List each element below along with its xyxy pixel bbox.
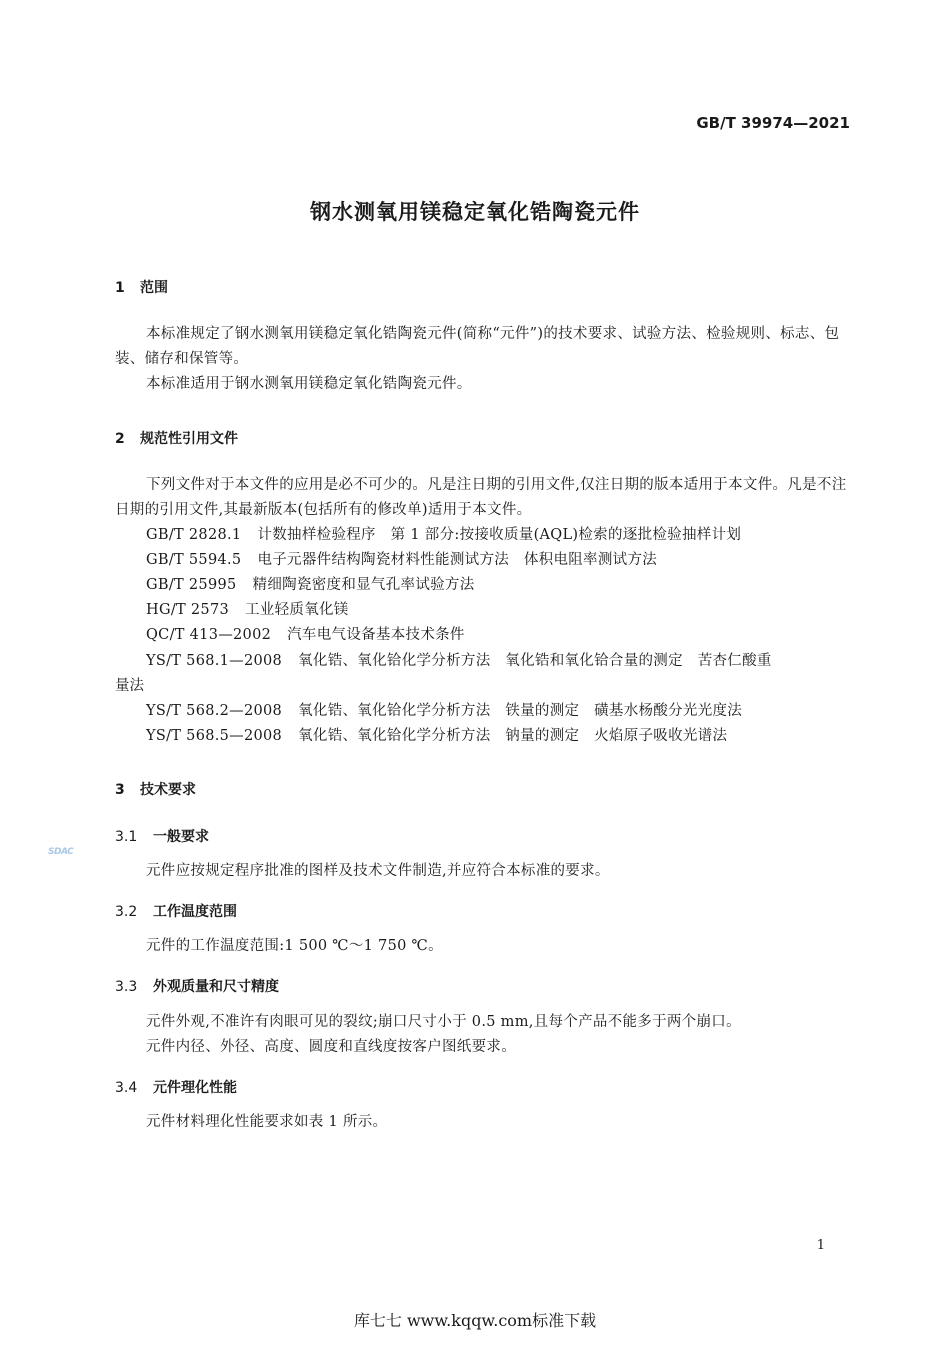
reference-title: 氧化锆、氧化铪化学分析方法 氧化锆和氧化铪合量的测定 苦杏仁酸重 — [298, 653, 772, 669]
reference-item — [146, 724, 727, 749]
reference-item — [146, 699, 742, 724]
reference-code: YS/T 568.1—2008 — [146, 653, 283, 669]
section-title: 元件理化性能 — [153, 1080, 237, 1096]
reference-item — [146, 623, 465, 648]
section-3-3-paragraph-1: 元件外观,不准许有肉眼可见的裂纹;崩口尺寸小于 0.5 mm,且每个产品不能多于两个崩口。 — [146, 1014, 741, 1030]
reference-code: QC/T 413—2002 — [146, 627, 272, 643]
reference-item — [146, 548, 657, 573]
reference-title: 计数抽样检验程序 第 1 部分:按接收质量(AQL)检索的逐批检验抽样计划 — [257, 527, 742, 543]
reference-title: 电子元器件结构陶瓷材料性能测试方法 体积电阻率测试方法 — [257, 552, 658, 568]
section-number: 2 — [115, 431, 125, 447]
watermark-logo: SDAC — [48, 847, 74, 857]
section-number: 3.4 — [115, 1080, 138, 1096]
reference-item — [146, 649, 772, 674]
reference-code: YS/T 568.5—2008 — [146, 728, 283, 744]
page-number: 1 — [816, 1238, 825, 1253]
section-1-heading — [115, 277, 168, 297]
section-number: 3.3 — [115, 979, 138, 995]
section-3-4-heading — [115, 1077, 237, 1097]
reference-code: GB/T 25995 — [146, 577, 237, 593]
section-number: 3.1 — [115, 829, 138, 845]
reference-code: YS/T 568.2—2008 — [146, 703, 283, 719]
section-title: 外观质量和尺寸精度 — [153, 979, 279, 995]
section-3-1-paragraph: 元件应按规定程序批准的图样及技术文件制造,并应符合本标准的要求。 — [146, 863, 610, 879]
footer-text: 库七七 www.kqqw.com标准下载 — [353, 1311, 597, 1330]
reference-item — [146, 523, 741, 548]
section-number: 3 — [115, 782, 125, 798]
reference-title: 精细陶瓷密度和显气孔率试验方法 — [252, 577, 475, 593]
section-title: 范围 — [140, 280, 168, 296]
reference-code: HG/T 2573 — [146, 602, 229, 618]
reference-title: 氧化锆、氧化铪化学分析方法 钠量的测定 火焰原子吸收光谱法 — [298, 728, 728, 744]
section-3-3-paragraph-2: 元件内径、外径、高度、圆度和直线度按客户图纸要求。 — [146, 1039, 516, 1055]
document-code: GB/T 39974—2021 — [696, 114, 850, 132]
reference-item — [146, 573, 475, 598]
reference-title-continuation: 量法 — [115, 678, 144, 694]
section-title: 技术要求 — [140, 782, 196, 798]
section-title: 工作温度范围 — [153, 904, 237, 920]
section-3-3-heading — [115, 976, 279, 996]
section-number: 3.2 — [115, 904, 138, 920]
section-title: 规范性引用文件 — [140, 431, 238, 447]
section-2-heading — [115, 428, 238, 448]
section-1-paragraph-1: 本标准规定了钢水测氧用镁稳定氧化锆陶瓷元件(简称“元件”)的技术要求、试验方法、检验规则、标志、包装、储存和保管等。 — [115, 326, 840, 367]
section-3-heading — [115, 779, 196, 799]
reference-item — [146, 598, 349, 623]
reference-title: 汽车电气设备基本技术条件 — [287, 627, 465, 643]
section-1-paragraph-2: 本标准适用于钢水测氧用镁稳定氧化锆陶瓷元件。 — [146, 376, 472, 392]
section-3-2-paragraph: 元件的工作温度范围:1 500 ℃～1 750 ℃。 — [146, 938, 443, 954]
section-3-4-paragraph: 元件材料理化性能要求如表 1 所示。 — [146, 1114, 388, 1130]
section-number: 1 — [115, 280, 125, 296]
reference-code: GB/T 2828.1 — [146, 527, 242, 543]
section-3-2-heading — [115, 901, 237, 921]
reference-title: 氧化锆、氧化铪化学分析方法 铁量的测定 磺基水杨酸分光光度法 — [298, 703, 743, 719]
reference-code: GB/T 5594.5 — [146, 552, 242, 568]
section-2-paragraph-1: 下列文件对于本文件的应用是必不可少的。凡是注日期的引用文件,仅注日期的版本适用于本文件。凡是不注日期的引用文件,其最新版本(包括所有的修改单)适用于本文件。 — [115, 477, 847, 518]
section-3-1-heading — [115, 826, 209, 846]
document-title: 钢水测氧用镁稳定氧化锆陶瓷元件 — [310, 200, 640, 224]
reference-title: 工业轻质氧化镁 — [245, 602, 349, 618]
section-title: 一般要求 — [153, 829, 209, 845]
